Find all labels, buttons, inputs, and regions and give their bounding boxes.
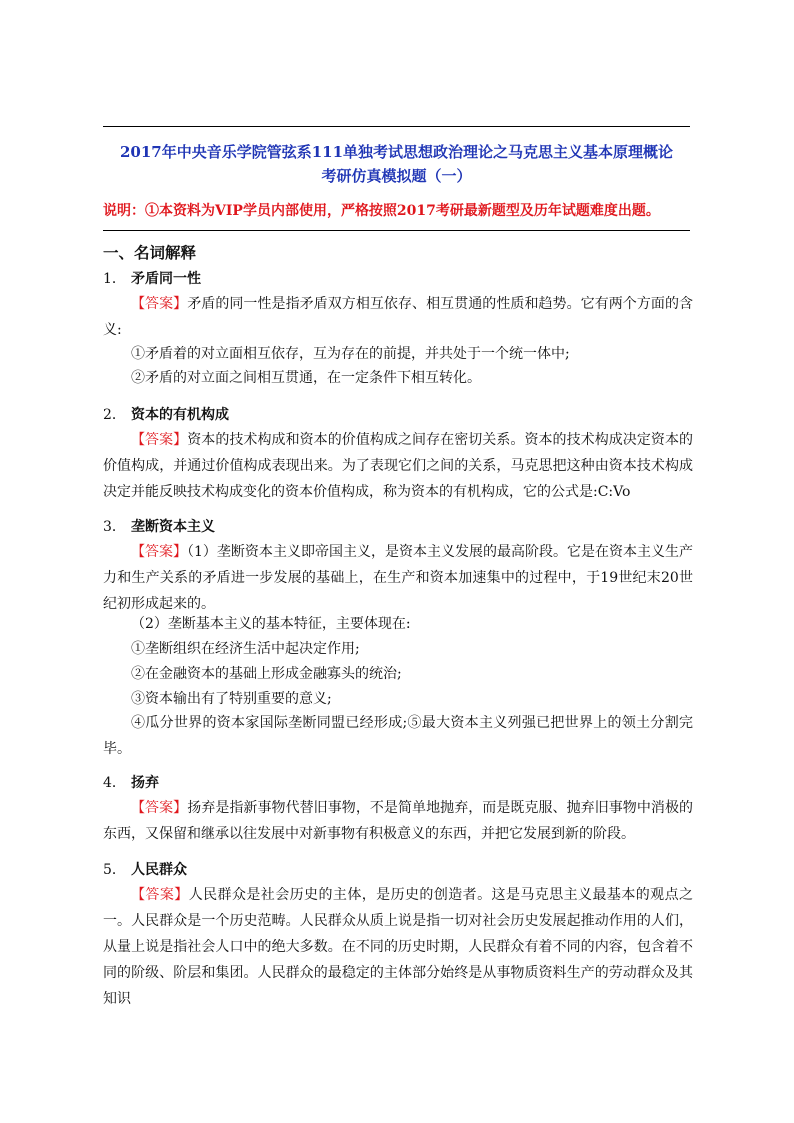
answer-text: 扬弃是指新事物代替旧事物，不是简单地抛弃，而是既克服、抛弃旧事物中消极的东西，又保留和继承以往发展中对新事物有积极意义的东西，并把它发展到新的阶段。 [103, 800, 694, 842]
answer-text: 人民群众是社会历史的主体，是历史的创造者。这是马克思主义最基本的观点之一。人民群众是一个历史范畴。人民群众从质上说是指一切对社会历史发展起推动作用的人们，从量上说是指社会人口中的绝大多数。在不同的历史时期，人民群众有着不同的内容，包含着不同的阶级、阶层和集团。人民群众的最稳定的主体部分始终是从事物质资料生产的劳动群众及其知识 [103, 887, 694, 1007]
answer-tag: 【答案】 [131, 296, 188, 312]
answer-point: ①垄断组织在经济生活中起决定作用; [131, 641, 360, 657]
item-heading [103, 516, 215, 538]
document-title-line1: 2017年中央音乐学院管弦系111单独考试思想政治理论之马克思主义基本原理概论 [119, 143, 674, 161]
answer-text: 矛盾的同一性是指矛盾双方相互依存、相互贯通的性质和趋势。它有两个方面的含义: [103, 296, 694, 338]
answer-point: ④瓜分世界的资本家国际垄断同盟已经形成;⑤最大资本主义列强已把世界上的领土分割完毕。 [103, 715, 693, 757]
item-answer [103, 882, 693, 1012]
answer-point: ①矛盾着的对立面相互依存，互为存在的前提，并共处于一个统一体中; [131, 346, 570, 362]
answer-tag: 【答案】 [131, 887, 189, 903]
answer-tag: 【答案】 [131, 544, 188, 560]
item-answer [103, 427, 693, 505]
item-term: 矛盾同一性 [131, 271, 201, 287]
answer-point: ②矛盾的对立面之间相互贯通，在一定条件下相互转化。 [131, 370, 481, 386]
answer-text: （1）垄断资本主义即帝国主义，是资本主义发展的最高阶段。它是在资本主义生产力和生产关系的矛盾进一步发展的基础上，在生产和资本加速集中的过程中，于19世纪末20世纪初形成起来的。 [103, 544, 694, 612]
document-title-line2: 考研仿真模拟题（一） [321, 167, 472, 185]
item-term: 扬弃 [131, 775, 159, 791]
item-heading [103, 404, 229, 426]
item-answer [103, 291, 693, 343]
item-number: 4． [103, 775, 126, 791]
item-term: 人民群众 [131, 862, 187, 878]
answer-subheading: （2）垄断基本主义的基本特征，主要体现在: [131, 616, 411, 632]
answer-text: 资本的技术构成和资本的价值构成之间存在密切关系。资本的技术构成决定资本的价值构成，并通过价值构成表现出来。为了表现它们之间的关系，马克思把这种由资本技术构成决定并能反映技术构成变化的资本价值构成，称为资本的有机构成，它的公式是:C:Vo [103, 432, 694, 500]
answer-point: ③资本输出有了特别重要的意义; [131, 691, 332, 707]
item-term: 资本的有机构成 [131, 407, 229, 423]
item-number: 5． [103, 862, 126, 878]
item-term: 垄断资本主义 [131, 519, 215, 535]
answer-point: ②在金融资本的基础上形成金融寡头的统治; [131, 666, 402, 682]
disclaimer-note: 说明：①本资料为VIP学员内部使用，严格按照2017考研最新题型及历年试题难度出题。 [103, 203, 660, 219]
item-answer [103, 795, 693, 847]
item-number: 3． [103, 519, 126, 535]
answer-tag: 【答案】 [131, 432, 188, 448]
top-rule [103, 126, 690, 127]
answer-tag: 【答案】 [131, 800, 188, 816]
section-heading: 一、名词解释 [103, 243, 197, 262]
item-number: 1． [103, 271, 126, 287]
item-heading [103, 859, 187, 881]
title-rule [103, 230, 690, 231]
item-number: 2． [103, 407, 126, 423]
item-heading [103, 268, 201, 290]
item-answer [103, 539, 693, 617]
item-heading [103, 772, 159, 794]
